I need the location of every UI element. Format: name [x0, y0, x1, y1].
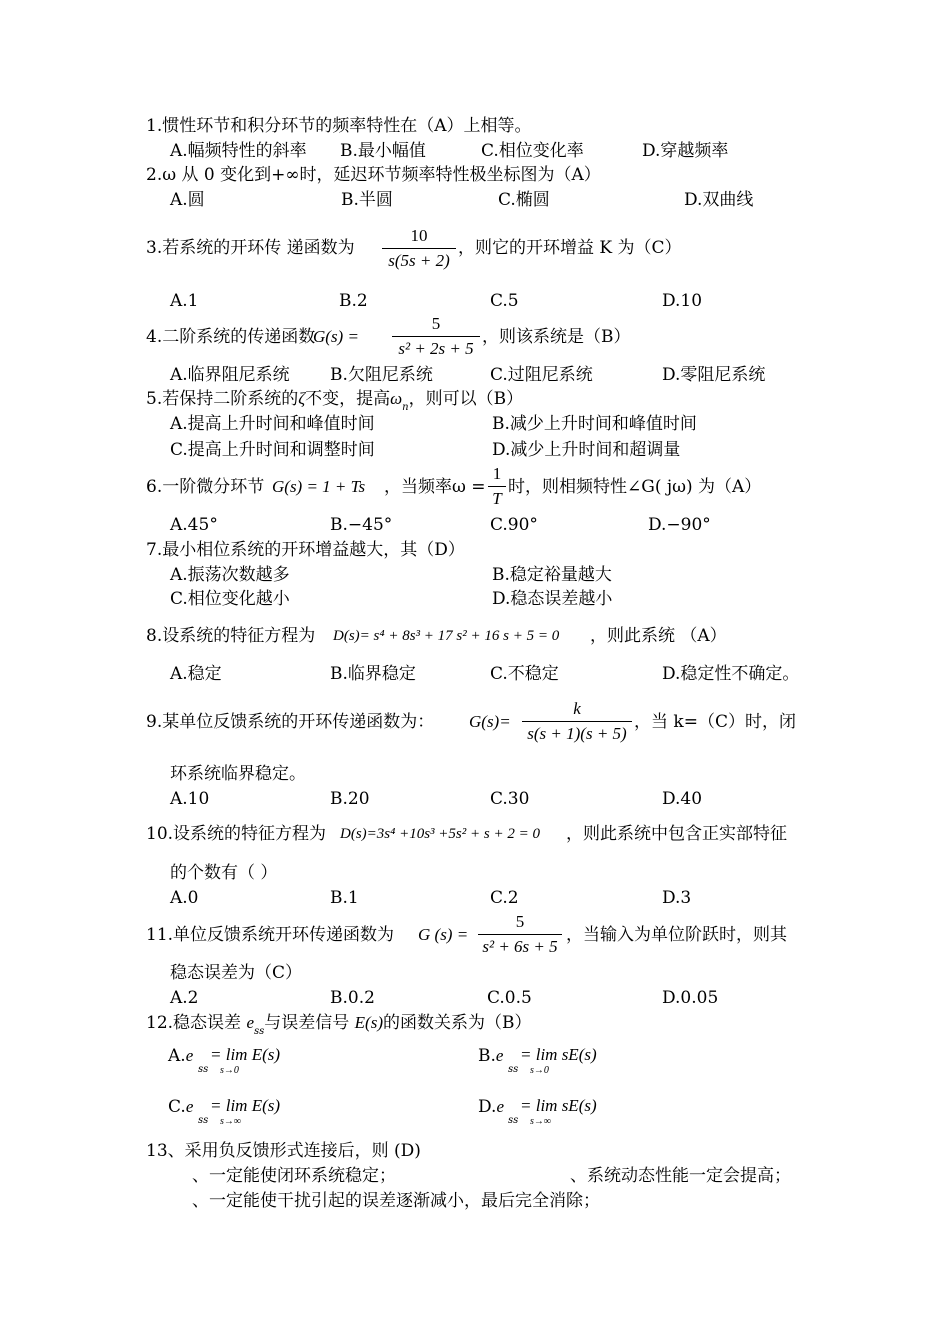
option-label: A. — [168, 1046, 186, 1066]
error-subscript: ss — [198, 1115, 209, 1126]
q7-option-b: B.稳定裕量越大 — [492, 565, 612, 585]
fraction-bar — [392, 336, 480, 337]
q9-option-a: A.10 — [170, 789, 210, 809]
q3-fraction — [382, 226, 456, 271]
omega-subscript: n — [402, 402, 409, 413]
q9-stem-middle: ，当 k=（C）时，闭 — [634, 712, 796, 732]
limit-expression: = lim sE(s) — [520, 1096, 597, 1115]
q12-option-b-limit — [520, 1045, 597, 1077]
q11-function: G (s) = — [418, 925, 469, 944]
q11-stem-end: 稳态误差为（C） — [170, 963, 303, 983]
q11-denominator: s² + 6s + 5 — [482, 937, 558, 956]
q12-stem-start: 12.稳态误差 — [146, 1013, 242, 1033]
q10-stem-end: 的个数有（ ） — [170, 863, 278, 883]
q3-option-d: D.10 — [662, 291, 703, 311]
q5-option-b: B.减少上升时间和峰值时间 — [492, 414, 697, 434]
q13-stem: 13、采用负反馈形式连接后，则 (D) — [146, 1141, 421, 1161]
error-subscript: ss — [508, 1115, 519, 1126]
q3-denominator: s(5s + 2) — [388, 251, 450, 270]
q2-option-b: B.半圆 — [341, 190, 393, 210]
q10-option-b: B.1 — [330, 888, 359, 908]
q3-option-a: A.1 — [170, 291, 199, 311]
q6-option-d: D.−90° — [648, 515, 711, 535]
error-symbol: e — [185, 1046, 194, 1065]
q4-option-a: A.临界阻尼系统 — [170, 365, 290, 385]
q12-option-d-limit — [520, 1096, 597, 1128]
q7-option-d: D.稳态误差越小 — [492, 589, 613, 609]
q2-option-d: D.双曲线 — [684, 190, 754, 210]
error-signal: E(s) — [354, 1013, 383, 1032]
q7-option-c: C.相位变化越小 — [170, 589, 290, 609]
q5-option-c: C.提高上升时间和调整时间 — [170, 440, 375, 460]
q13-statement-1: 、一定能使闭环系统稳定； — [192, 1166, 396, 1186]
q8-option-b: B.临界稳定 — [330, 664, 416, 684]
q9-option-b: B.20 — [330, 789, 370, 809]
q12-option-b — [478, 1045, 503, 1067]
q12-option-a — [168, 1045, 193, 1067]
q3-stem-start: 3.若系统的开环传 递函数为 — [146, 238, 355, 258]
limit-expression: = lim E(s) — [210, 1045, 281, 1064]
q10-option-a: A.0 — [170, 888, 199, 908]
q12-option-d — [478, 1096, 504, 1118]
error-subscript: ss — [198, 1064, 209, 1075]
q6-numerator: 1 — [492, 464, 502, 483]
q11-stem-middle: ，当输入为单位阶跃时，则其 — [566, 925, 787, 945]
q4-numerator: 5 — [431, 314, 441, 333]
q5-option-d: D.减少上升时间和超调量 — [492, 440, 681, 460]
q11-option-c: C.0.5 — [487, 988, 532, 1008]
q12-option-c — [168, 1096, 193, 1118]
q6-function: G(s) = 1 + Ts — [272, 477, 366, 496]
q2-option-c: C.椭圆 — [498, 190, 550, 210]
q4-option-b: B.欠阻尼系统 — [330, 365, 433, 385]
q6-option-a: A.45° — [170, 515, 218, 535]
q1-option-a: A.幅频特性的斜率 — [170, 141, 307, 161]
q12-stem — [146, 1012, 532, 1037]
q8-stem-start: 8.设系统的特征方程为 — [146, 626, 316, 646]
q4-option-c: C.过阻尼系统 — [490, 365, 593, 385]
q6-option-b: B.−45° — [330, 515, 393, 535]
q6-stem-end: 时，则相频特性∠G( jω) 为（A） — [508, 477, 762, 497]
fraction-bar — [522, 721, 632, 722]
q11-option-d: D.0.05 — [662, 988, 719, 1008]
q6-stem-start: 6.一阶微分环节 — [146, 477, 265, 497]
q10-option-c: C.2 — [490, 888, 519, 908]
error-symbol: e — [246, 1013, 254, 1032]
error-symbol: e — [496, 1097, 504, 1116]
q6-denominator: T — [492, 489, 502, 508]
q13-statement-3: 、一定能使干扰引起的误差逐渐减小，最后完全消除； — [192, 1191, 600, 1211]
q3-stem-end: ，则它的开环增益 K 为（C） — [458, 238, 682, 258]
option-label: B. — [478, 1046, 496, 1066]
q5-stem-end: ，则可以（B） — [408, 389, 524, 409]
q2-option-a: A.圆 — [170, 190, 205, 210]
q4-function: G(s) = — [313, 327, 359, 346]
limit-subscript: s→∞ — [220, 1116, 242, 1127]
q10-stem-middle: ，则此系统中包含正实部特征 — [566, 824, 787, 844]
q8-option-a: A.稳定 — [170, 664, 222, 684]
q12-option-c-limit — [210, 1096, 280, 1128]
q11-stem-start: 11.单位反馈系统开环传递函数为 — [146, 925, 395, 945]
omega-symbol: ω — [390, 389, 403, 408]
q1-option-c: C.相位变化率 — [481, 141, 584, 161]
error-symbol: e — [185, 1097, 194, 1116]
q12-stem-middle: 与误差信号 — [264, 1013, 350, 1033]
q12-stem-end: 的函数关系为（B） — [383, 1013, 532, 1033]
q2-stem: 2.ω 从 0 变化到+∞时，延迟环节频率特性极坐标图为（A） — [146, 165, 601, 185]
q6-stem-middle: ，当频率ω = — [384, 477, 486, 497]
q3-numerator: 10 — [410, 226, 428, 245]
error-subscript: ss — [254, 1026, 265, 1037]
error-subscript: ss — [508, 1064, 519, 1075]
q10-stem-start: 10.设系统的特征方程为 — [146, 824, 327, 844]
q3-option-c: C.5 — [490, 291, 519, 311]
q1-stem: 1.惯性环节和积分环节的频率特性在（A）上相等。 — [146, 116, 532, 136]
zeta-symbol: ζ — [298, 389, 306, 408]
q5-option-a: A.提高上升时间和峰值时间 — [170, 414, 375, 434]
q8-option-c: C.不稳定 — [490, 664, 559, 684]
q7-stem: 7.最小相位系统的开环增益越大，其（D） — [146, 540, 465, 560]
fraction-bar — [478, 934, 562, 935]
q4-stem-end: ，则该系统是（B） — [482, 327, 631, 347]
q11-fraction — [478, 912, 562, 957]
q9-stem-start: 9.某单位反馈系统的开环传递函数为： — [146, 712, 435, 732]
limit-subscript: s→∞ — [530, 1116, 552, 1127]
q8-option-d: D.稳定性不确定。 — [662, 664, 800, 684]
error-symbol: e — [495, 1046, 504, 1065]
limit-subscript: s→0 — [530, 1065, 549, 1076]
option-label: C. — [168, 1097, 186, 1117]
limit-expression: = lim E(s) — [210, 1096, 281, 1115]
q11-numerator: 5 — [515, 912, 525, 931]
q5-stem — [146, 388, 523, 413]
q4-option-d: D.零阻尼系统 — [662, 365, 766, 385]
q9-function: G(s)= — [469, 712, 511, 731]
q5-stem-middle: 不变，提高 — [305, 389, 391, 409]
q6-fraction — [488, 464, 506, 509]
q4-fraction — [392, 314, 480, 359]
q9-denominator: s(s + 1)(s + 5) — [527, 724, 627, 743]
q9-option-d: D.40 — [662, 789, 703, 809]
option-label: D. — [478, 1097, 497, 1117]
q9-numerator: k — [573, 699, 581, 718]
q10-option-d: D.3 — [662, 888, 692, 908]
q10-equation: D(s)=3s⁴ +10s³ +5s² + s + 2 = 0 — [340, 826, 540, 842]
q1-option-d: D.穿越频率 — [642, 141, 729, 161]
q8-stem-end: ，则此系统 （A） — [590, 626, 727, 646]
limit-subscript: s→0 — [220, 1065, 239, 1076]
q12-option-a-limit — [210, 1045, 280, 1077]
q13-statement-2: 、系统动态性能一定会提高； — [570, 1166, 791, 1186]
q5-stem-start: 5.若保持二阶系统的 — [146, 389, 299, 409]
q9-stem-end: 环系统临界稳定。 — [170, 764, 306, 784]
q3-option-b: B.2 — [339, 291, 368, 311]
q11-option-b: B.0.2 — [330, 988, 375, 1008]
limit-expression: = lim sE(s) — [520, 1045, 597, 1064]
q4-stem-start: 4.二阶系统的传递函数 — [146, 327, 316, 347]
fraction-bar — [382, 248, 456, 249]
fraction-bar — [488, 486, 506, 487]
q11-option-a: A.2 — [170, 988, 199, 1008]
q4-denominator: s² + 2s + 5 — [398, 339, 474, 358]
q9-option-c: C.30 — [490, 789, 530, 809]
q1-option-b: B.最小幅值 — [340, 141, 426, 161]
q6-option-c: C.90° — [490, 515, 538, 535]
q9-fraction — [522, 699, 632, 744]
q8-equation: D(s)= s⁴ + 8s³ + 17 s² + 16 s + 5 = 0 — [333, 628, 560, 644]
q7-option-a: A.振荡次数越多 — [170, 565, 290, 585]
